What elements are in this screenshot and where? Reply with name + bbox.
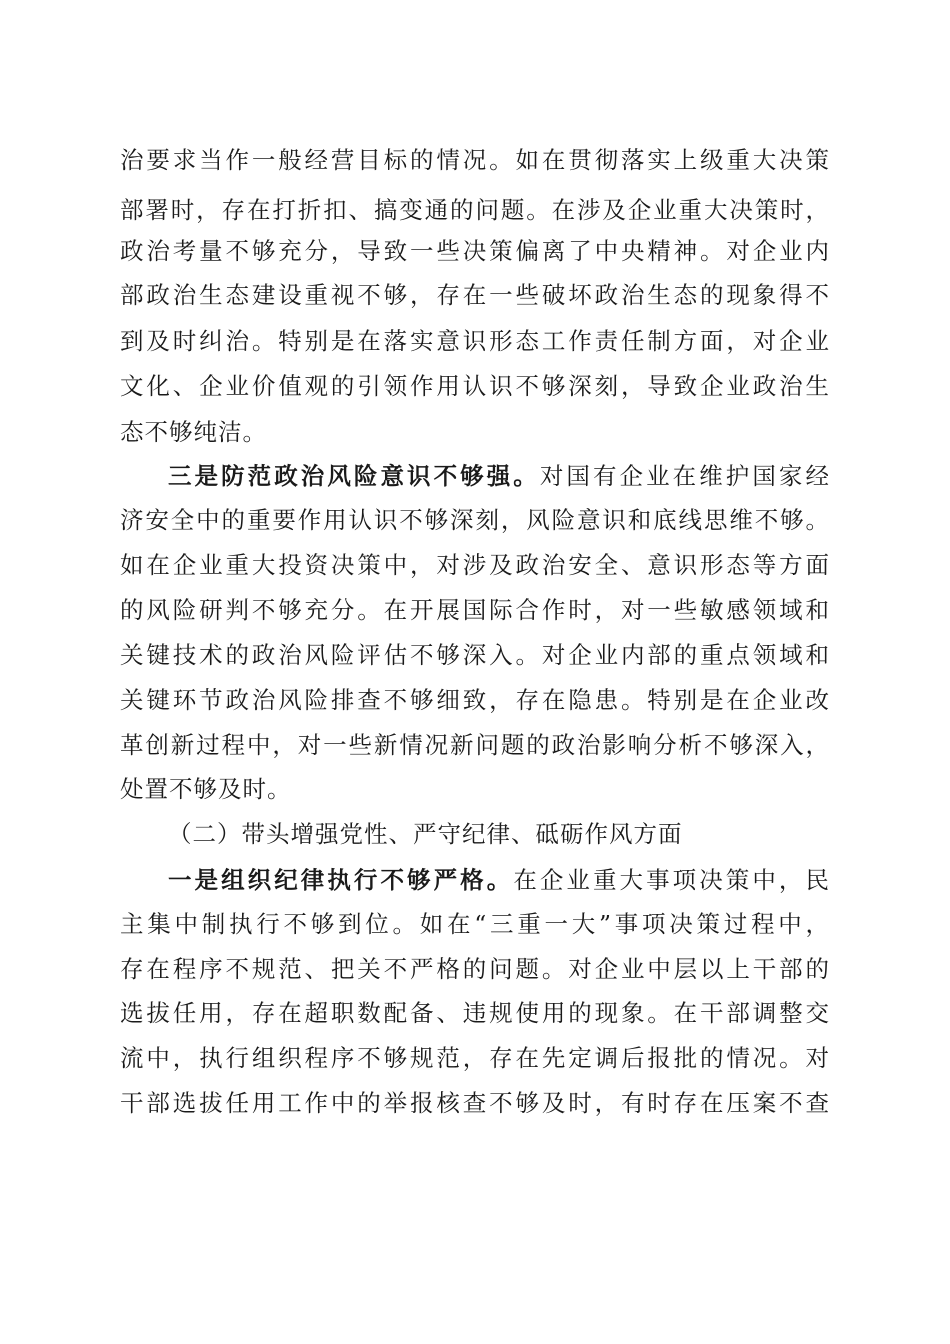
body-line: 关键技术的政治风险评估不够深入。对企业内部的重点领域和 <box>120 641 830 669</box>
body-line: 的风险研判不够充分。在开展国际合作时，对一些敏感领域和 <box>120 596 830 624</box>
body-line: 治要求当作一般经营目标的情况。如在贯彻落实上级重大决策 <box>120 146 830 174</box>
body-line: 干部选拔任用工作中的举报核查不够及时，有时存在压案不查 <box>120 1089 830 1117</box>
body-line: 处置不够及时。 <box>120 775 292 803</box>
body-line: 流中，执行组织程序不够规范，存在先定调后报批的情况。对 <box>120 1044 830 1072</box>
item-heading-1: 一是组织纪律执行不够严格。 <box>168 866 514 894</box>
paragraph-start-line: 一是组织纪律执行不够严格。在企业重大事项决策中，民 <box>168 866 830 894</box>
body-line: 济安全中的重要作用认识不够深刻，风险意识和底线思维不够。 <box>120 506 830 534</box>
body-line: 存在程序不规范、把关不严格的问题。对企业中层以上干部的 <box>120 955 830 983</box>
body-line: 如在企业重大投资决策中，对涉及政治安全、意识形态等方面 <box>120 551 830 579</box>
body-line: 部署时，存在打折扣、搞变通的问题。在涉及企业重大决策时， <box>120 196 830 224</box>
body-line: 文化、企业价值观的引领作用认识不够深刻，导致企业政治生 <box>120 372 830 400</box>
body-line: 部政治生态建设重视不够，存在一些破坏政治生态的现象得不 <box>120 281 830 309</box>
body-line: 政治考量不够充分，导致一些决策偏离了中央精神。对企业内 <box>120 237 830 265</box>
section-heading: （二）带头增强党性、严守纪律、砥砺作风方面 <box>168 820 683 848</box>
item-heading-3: 三是防范政治风险意识不够强。 <box>168 462 540 490</box>
body-line: 主集中制执行不够到位。如在“三重一大”事项决策过程中， <box>120 910 830 938</box>
body-line: 态不够纯洁。 <box>120 418 267 446</box>
body-line: 革创新过程中，对一些新情况新问题的政治影响分析不够深入， <box>120 731 830 759</box>
paragraph-start-line: 三是防范政治风险意识不够强。对国有企业在维护国家经 <box>168 462 830 490</box>
body-line: 选拔任用，存在超职数配备、违规使用的现象。在干部调整交 <box>120 999 830 1027</box>
body-line: 到及时纠治。特别是在落实意识形态工作责任制方面，对企业 <box>120 327 830 355</box>
body-line: 关键环节政治风险排查不够细致，存在隐患。特别是在企业改 <box>120 686 830 714</box>
